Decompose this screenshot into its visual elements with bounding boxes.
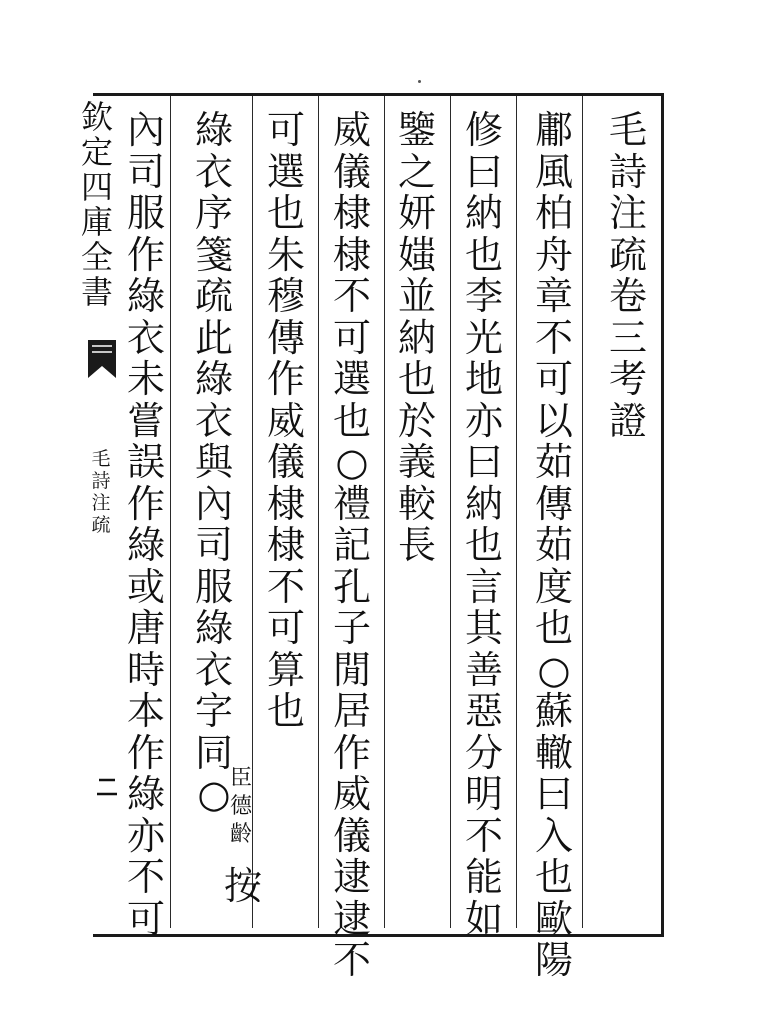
glyph: 綠 <box>126 523 165 567</box>
glyph: 可 <box>332 315 371 360</box>
glyph: 綠 <box>194 108 233 152</box>
glyph: 詩 <box>91 470 111 492</box>
glyph: 欽 <box>80 98 113 136</box>
glyph: 儀 <box>332 149 371 194</box>
glyph: 蘇 <box>534 689 573 733</box>
glyph: 茹 <box>534 440 573 484</box>
text-column-4 <box>393 110 441 567</box>
glyph: 穆 <box>266 274 305 318</box>
glyph: 注 <box>608 191 647 235</box>
glyph: 書 <box>80 273 113 311</box>
column-rule <box>318 96 319 928</box>
glyph: 也 <box>464 232 503 277</box>
glyph: 內 <box>126 108 165 152</box>
glyph: 閒 <box>332 647 371 692</box>
spine-page-marker <box>96 768 118 808</box>
glyph: 義 <box>397 440 436 484</box>
column-rule <box>384 96 385 928</box>
glyph: 此 <box>194 315 233 360</box>
glyph: 臣 <box>229 766 252 791</box>
glyph: 逮 <box>332 855 371 899</box>
glyph: 德 <box>229 794 252 819</box>
glyph: 與 <box>194 440 233 484</box>
glyph: 可 <box>266 108 305 152</box>
glyph: 子 <box>332 606 371 650</box>
glyph: 綠 <box>194 606 233 650</box>
glyph: 或 <box>126 564 165 609</box>
glyph: 也 <box>534 855 573 899</box>
glyph: 轍 <box>534 730 573 775</box>
glyph: 善 <box>464 647 503 692</box>
glyph: 箋 <box>194 232 233 277</box>
annotator-name <box>226 765 256 849</box>
glyph: 服 <box>194 564 233 609</box>
glyph: 納 <box>397 315 436 360</box>
glyph: 也 <box>534 606 573 650</box>
glyph: ○ <box>537 647 571 692</box>
glyph: 亦 <box>126 813 165 858</box>
glyph: 入 <box>534 813 573 858</box>
glyph: 不 <box>266 564 305 609</box>
glyph: 記 <box>332 523 371 567</box>
glyph: 衣 <box>126 315 165 360</box>
glyph: 字 <box>194 689 233 733</box>
glyph: 考 <box>608 357 647 401</box>
glyph: 傳 <box>266 315 305 360</box>
glyph: 可 <box>534 357 573 401</box>
glyph: 衣 <box>194 647 233 692</box>
glyph: 庫 <box>80 203 113 241</box>
glyph: 曰 <box>534 772 573 816</box>
glyph: 曰 <box>464 149 503 194</box>
glyph: 三 <box>608 315 647 360</box>
glyph: 服 <box>126 191 165 235</box>
glyph: 棣 <box>266 481 305 526</box>
glyph: 納 <box>464 191 503 235</box>
glyph: 以 <box>534 398 573 443</box>
glyph: 於 <box>397 398 436 443</box>
glyph: 茹 <box>534 523 573 567</box>
glyph: 度 <box>534 564 573 609</box>
glyph: 其 <box>464 606 503 650</box>
glyph: 儀 <box>266 440 305 484</box>
column-rule <box>516 96 517 928</box>
glyph: 也 <box>464 523 503 567</box>
glyph: 綠 <box>194 357 233 401</box>
glyph: 詩 <box>608 149 647 194</box>
glyph: 疏 <box>608 232 647 277</box>
glyph: 媸 <box>397 232 436 277</box>
glyph: 孔 <box>332 564 371 609</box>
glyph: 儀 <box>332 813 371 858</box>
glyph: 威 <box>266 398 305 443</box>
glyph: 衣 <box>194 398 233 443</box>
glyph: 算 <box>266 647 305 692</box>
glyph: 棣 <box>332 232 371 277</box>
glyph: 四 <box>80 168 113 206</box>
glyph: 作 <box>126 481 165 526</box>
glyph: 亦 <box>464 398 503 443</box>
glyph: 不 <box>332 938 371 982</box>
glyph: 可 <box>266 606 305 650</box>
glyph: 證 <box>608 398 647 443</box>
glyph: 也 <box>332 398 371 443</box>
glyph: 齡 <box>229 822 252 847</box>
spine-title <box>78 100 116 310</box>
glyph: 也 <box>266 191 305 235</box>
glyph: 同 <box>194 730 233 775</box>
glyph: 威 <box>332 108 371 152</box>
glyph: 也 <box>266 689 305 733</box>
text-column-5 <box>328 110 376 982</box>
glyph: 鑒 <box>397 108 436 152</box>
glyph: 能 <box>464 855 503 899</box>
glyph: 舟 <box>534 232 573 277</box>
glyph: 疏 <box>91 514 111 536</box>
glyph: 不 <box>332 274 371 318</box>
glyph: 選 <box>266 149 305 194</box>
glyph: 納 <box>464 481 503 526</box>
glyph: 朱 <box>266 232 305 277</box>
glyph: 唐 <box>126 606 165 650</box>
glyph: 不 <box>464 813 503 858</box>
glyph: 陽 <box>534 938 573 982</box>
glyph: 柏 <box>534 191 573 235</box>
glyph: 可 <box>126 896 165 941</box>
fish-tail-mark-icon <box>86 338 118 384</box>
glyph: 曰 <box>464 440 503 484</box>
text-column-2 <box>530 110 578 982</box>
column-rule <box>170 96 171 928</box>
glyph: 修 <box>464 108 503 152</box>
glyph: 傳 <box>534 481 573 526</box>
glyph: 居 <box>332 689 371 733</box>
glyph: 禮 <box>332 481 371 526</box>
registration-dot <box>418 80 421 83</box>
glyph: 妍 <box>397 191 436 235</box>
glyph: 作 <box>126 730 165 775</box>
glyph: 言 <box>464 564 503 609</box>
column-rule <box>450 96 451 928</box>
glyph: 不 <box>126 855 165 899</box>
glyph: 綠 <box>126 772 165 816</box>
text-column-3 <box>460 110 508 940</box>
glyph: 毛 <box>608 108 647 152</box>
glyph: 司 <box>194 523 233 567</box>
glyph: 之 <box>397 149 436 194</box>
glyph: 威 <box>332 772 371 816</box>
glyph: 注 <box>91 492 111 514</box>
glyph: 選 <box>332 357 371 401</box>
glyph: 內 <box>194 481 233 526</box>
glyph: 並 <box>397 274 436 318</box>
column-rule <box>582 96 583 928</box>
glyph: 明 <box>464 772 503 816</box>
glyph: 不 <box>534 315 573 360</box>
glyph: 定 <box>80 133 113 171</box>
glyph: ○ <box>197 772 231 816</box>
glyph: ○ <box>335 440 369 484</box>
glyph: 嘗 <box>126 398 165 443</box>
glyph: 誤 <box>126 440 165 484</box>
text-column-6 <box>262 110 310 733</box>
glyph: 未 <box>126 357 165 401</box>
text-column-8 <box>122 110 170 940</box>
glyph: 衣 <box>194 149 233 194</box>
glyph: 作 <box>126 232 165 277</box>
glyph: 如 <box>464 896 503 941</box>
glyph: 風 <box>534 149 573 194</box>
glyph: 鄘 <box>534 108 573 152</box>
glyph: 長 <box>397 523 436 567</box>
text-column-1 <box>604 110 652 442</box>
glyph: 序 <box>194 191 233 235</box>
glyph: 歐 <box>534 896 573 941</box>
glyph: 毛 <box>91 448 111 470</box>
glyph: 棣 <box>332 191 371 235</box>
glyph: 棣 <box>266 523 305 567</box>
glyph: 全 <box>80 238 113 276</box>
glyph: 作 <box>266 357 305 401</box>
text-column-7 <box>190 110 238 816</box>
glyph: 綠 <box>126 274 165 318</box>
glyph: 李 <box>464 274 503 318</box>
glyph: 作 <box>332 730 371 775</box>
glyph: 逮 <box>332 896 371 941</box>
glyph: 時 <box>126 647 165 692</box>
page-border <box>93 93 664 937</box>
glyph: 也 <box>397 357 436 401</box>
glyph: 較 <box>397 481 436 526</box>
glyph: 疏 <box>194 274 233 318</box>
glyph: 章 <box>534 274 573 318</box>
annotation-word <box>219 866 267 908</box>
glyph: 惡 <box>464 689 503 733</box>
glyph: 本 <box>126 689 165 733</box>
glyph: 光 <box>464 315 503 360</box>
glyph: 司 <box>126 149 165 194</box>
glyph: 卷 <box>608 274 647 318</box>
spine-subtitle <box>90 448 112 536</box>
glyph: 地 <box>464 357 503 401</box>
glyph: 分 <box>464 730 503 775</box>
glyph: 按 <box>223 864 262 908</box>
